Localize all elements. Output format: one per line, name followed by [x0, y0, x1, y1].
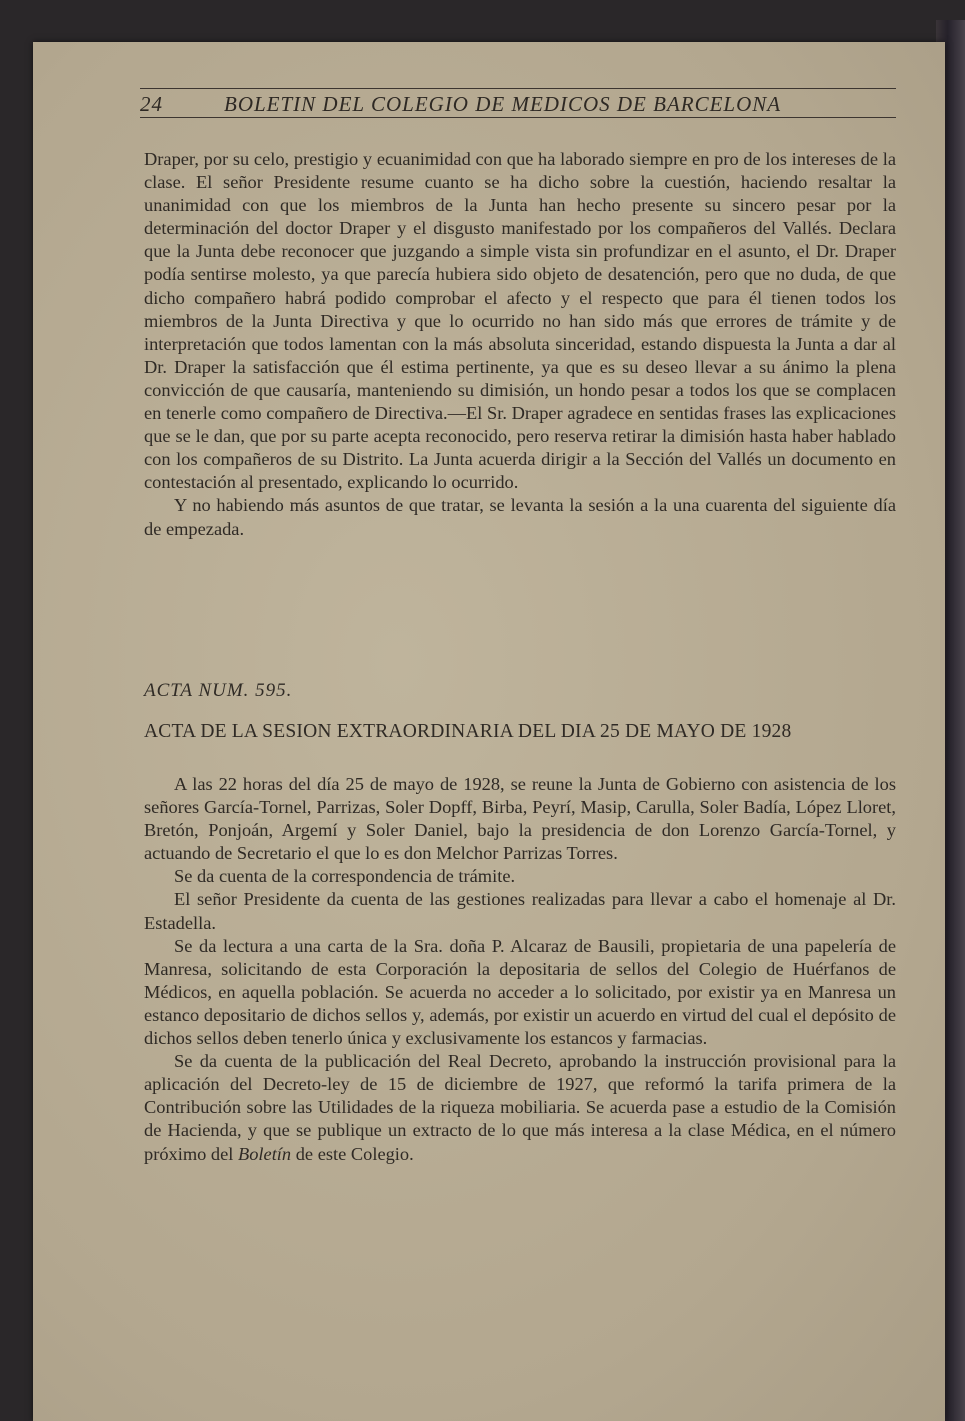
boletin-italic: Boletín — [238, 1143, 292, 1164]
paragraph: Se da cuenta de la correspondencia de trámite. — [174, 866, 516, 887]
journal-title: BOLETIN DEL COLEGIO DE MEDICOS DE BARCELONA — [224, 92, 782, 116]
paragraph: Draper, por su celo, prestigio y ecuanimidad con que ha laborado siempre en pro de los intereses de la clase. El señor Presidente resume cuanto se ha dicho sobre la cuestión, haciendo resaltar la unanimidad con que los miembros de la Junta han hecho presente su sincero pesar por la determinación del doctor Draper y el disgusto manifestado por los compañeros del Vallés. Declara que la Junta debe reconocer que juzgando a simple vista sin profundizar en el asunto, el Dr. Draper podía sentirse molesto, ya que parecía hubiera sido objeto de desatención, pero que no duda, de que dicho compañero habrá podido comprobar el afecto y el respecto que para él tienen todos los miembros de la Junta Directiva y que lo ocurrido no han sido más que errores de trámite y de interpretación que todos lamentan con la más absoluta sinceridad, estando dispuesta la Junta a dar al Dr. Draper la satisfacción que él estima pertinente, ya que es su deseo llevar a su ánimo la plena convicción de que causaría, manteniendo su dimisión, un hondo pesar a todos los que se complacen en tenerle como compañero de Directiva.—El Sr. Draper agradece en sentidas frases las explicaciones que se le dan, que por su parte acepta reconocido, pero reserva retirar la dimisión hasta haber hablado con los compañeros de su Distrito. La Junta acuerda dirigir a la Sección del Vallés un documento en contestación al presentado, explicando lo ocurrido. — [144, 149, 896, 493]
paragraph: A las 22 horas del día 25 de mayo de 1928, se reune la Junta de Gobierno con asistencia de los señores García-Tornel, Parrizas, Soler Dopff, Birba, Peyrí, Masip, Carulla, Soler Badía, López Lloret, Bretón, Ponjoán, Argemí y Soler Daniel, bajo la presidencia de don Lorenzo García-Tornel, y actuando de Secretario el que lo es don Melchor Parrizas Torres. — [144, 774, 896, 864]
paragraph — [144, 1050, 896, 1165]
acta-title: ACTA DE LA SESION EXTRAORDINARIA DEL DIA 25 DE MAYO DE 1928 — [144, 721, 792, 742]
paragraph: El señor Presidente da cuenta de las gestiones realizadas para llevar a cabo el homenaje al Dr. Estadella. — [144, 889, 896, 933]
previous-minutes-continuation — [144, 148, 896, 541]
paragraph: Se da lectura a una carta de la Sra. doña P. Alcaraz de Bausili, propietaria de una papelería de Manresa, solicitando de esta Corporación la depositaria de sellos del Colegio de Huérfanos de Médicos, en aquella población. Se acuerda no acceder a lo solicitado, por existir ya en Manresa un estanco depositario de dichos sellos y, además, por existir un acuerdo en virtud del cual el depósito de dichos sellos deben tenerlo única y exclusivamente los estancos y farmacias. — [144, 935, 896, 1049]
extraordinary-session-minutes — [144, 773, 896, 1166]
paragraph-end: de este Colegio. — [295, 1143, 414, 1164]
page-number: 24 — [140, 92, 163, 116]
acta-number: ACTA NUM. 595. — [144, 680, 293, 701]
running-header — [140, 88, 896, 118]
paragraph-text: Se da cuenta de la publicación del Real Decreto, aprobando la instrucción provisional para la aplicación del Decreto-ley de 15 de diciembre de 1927, que reformó la tarifa primera de la Contribución sobre las Utilidades de la riqueza mobiliaria. Se acuerda pase a estudio de la Comisión de Hacienda, y que se publique un extracto de lo que más interesa a la clase Médica, en el número próximo del — [144, 1051, 896, 1164]
paragraph: Y no habiendo más asuntos de que tratar, se levanta la sesión a la una cuarenta del siguiente día de empezada. — [144, 495, 896, 539]
